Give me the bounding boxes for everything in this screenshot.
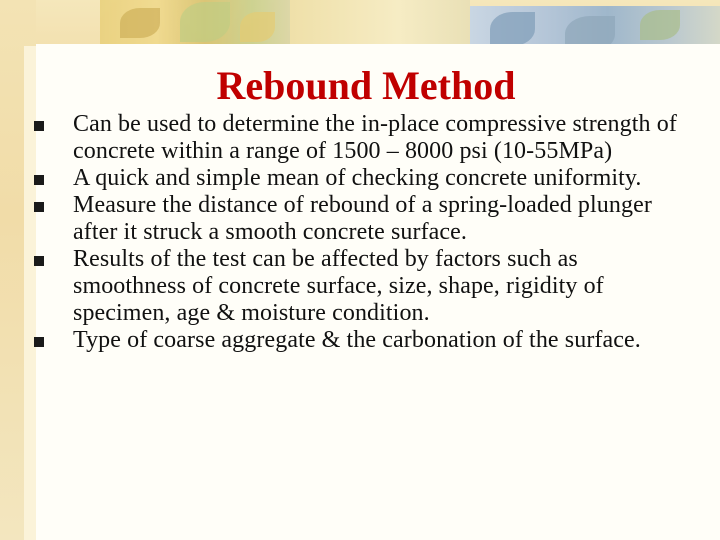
bullet-text: Can be used to determine the in-place compressive strength of concrete within a range of 1500 – 8000 psi (10-55MPa)	[73, 111, 677, 164]
slide-title: Rebound Method	[216, 63, 516, 108]
square-bullet-icon	[34, 175, 44, 185]
bullet-item	[34, 192, 694, 246]
bullet-text: Measure the distance of rebound of a spring-loaded plunger after it struck a smooth concrete surface.	[73, 192, 652, 245]
square-bullet-icon	[34, 337, 44, 347]
square-bullet-icon	[34, 256, 44, 266]
bullet-item	[34, 246, 694, 327]
square-bullet-icon	[34, 121, 44, 131]
bullet-text: Type of coarse aggregate & the carbonation of the surface.	[73, 327, 641, 353]
bullet-item	[34, 165, 694, 192]
bullet-text: Results of the test can be affected by factors such as smoothness of concrete surface, size, shape, rigidity of specimen, age & moisture condition.	[73, 246, 604, 326]
bullet-item	[34, 111, 694, 165]
bullet-text: A quick and simple mean of checking concrete uniformity.	[73, 165, 642, 191]
bullet-list	[34, 111, 694, 354]
bullet-item	[34, 327, 694, 354]
square-bullet-icon	[34, 202, 44, 212]
